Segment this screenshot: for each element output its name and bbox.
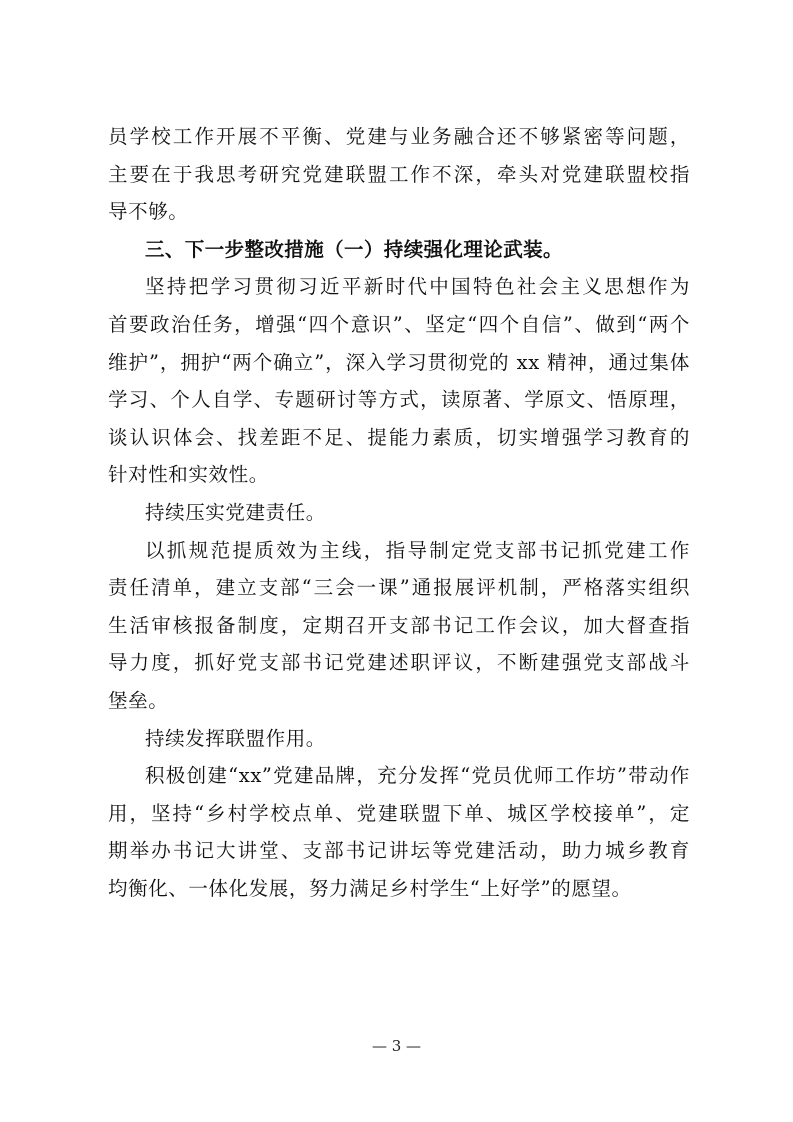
paragraph-line: 坚持把学习贯彻习近平新时代中国特色社会主义思想作为	[145, 275, 690, 299]
paragraph-line: 员学校工作开展不平衡、党建与业务融合还不够紧密等问题，	[108, 125, 690, 148]
paragraph-line: 均衡化、一体化发展，努力满足乡村学生“上好学”的愿望。	[108, 876, 632, 900]
paragraph-line: 生活审核报备制度，定期召开支部书记工作会议，加大督查指	[108, 613, 690, 637]
paragraph-line: 维护”，拥护“两个确立”，深入学习贯彻党的 xx 精神，通过集体	[108, 350, 690, 374]
paragraph-line: 谈认识体会、找差距不足、提能力素质，切实增强学习教育的	[108, 425, 690, 449]
subheading-line: 持续发挥联盟作用。	[145, 726, 326, 750]
paragraph-line: 以抓规范提质效为主线，指导制定党支部书记抓党建工作	[145, 538, 690, 562]
paragraph-line: 用，坚持“乡村学校点单、党建联盟下单、城区学校接单”，定	[108, 801, 690, 825]
section-heading: 三、下一步整改措施（一）持续强化理论武装。	[145, 237, 563, 261]
paragraph-line: 主要在于我思考研究党建联盟工作不深，牵头对党建联盟校指	[108, 162, 690, 186]
paragraph-line: 期举办书记大讲堂、支部书记讲坛等党建活动，助力城乡教育	[108, 839, 690, 863]
paragraph-line: 针对性和实效性。	[108, 463, 269, 487]
paragraph-line: 堡垒。	[108, 688, 169, 712]
paragraph-line: 学习、个人自学、专题研讨等方式，读原著、学原文、悟原理，	[108, 388, 690, 412]
paragraph-line: 导力度，抓好党支部书记党建述职评议，不断建强党支部战斗	[108, 651, 690, 675]
page-number: — 3 —	[371, 1037, 422, 1055]
subheading-line: 持续压实党建责任。	[145, 500, 326, 524]
paragraph-line: 责任清单，建立支部“三会一课”通报展评机制，严格落实组织	[108, 576, 690, 600]
paragraph-line: 导不够。	[108, 200, 189, 224]
paragraph-line: 积极创建“xx”党建品牌，充分发挥“党员优师工作坊”带动作	[145, 764, 690, 788]
paragraph-line: 首要政治任务，增强“四个意识”、坚定“四个自信”、做到“两个	[108, 312, 690, 336]
document-body	[108, 118, 690, 907]
